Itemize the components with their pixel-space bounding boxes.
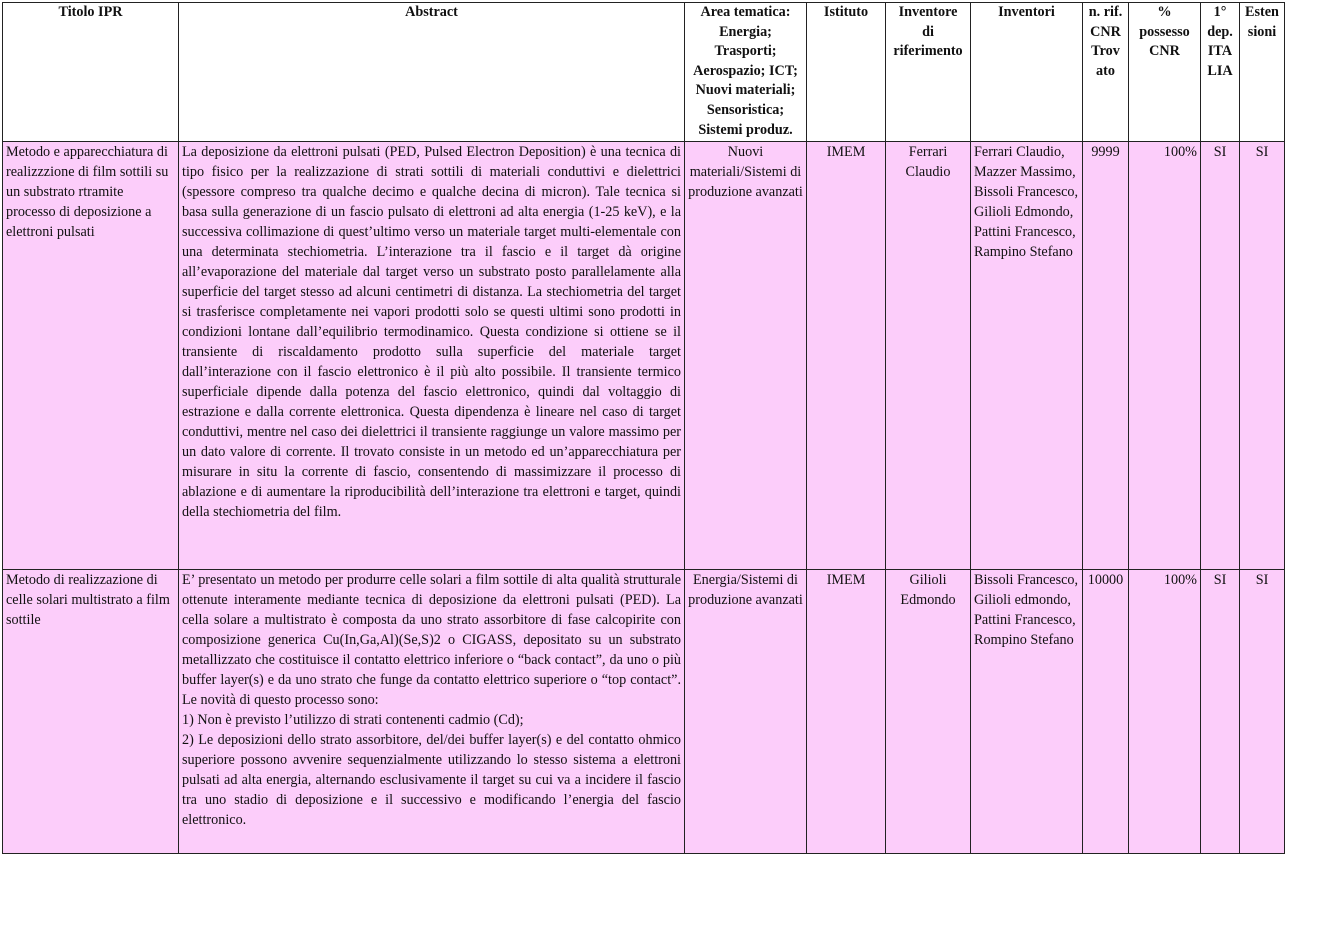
cell-titolo: Metodo e apparecchiatura di realizzzione di film sottili su un substrato rtramite processo di deposizione a elettroni pulsati	[3, 142, 179, 570]
header-estensioni: Esten sioni	[1240, 3, 1285, 142]
cell-area: Nuovi materiali/Sistemi di produzione avanzati	[685, 142, 807, 570]
cell-dep-italia: SI	[1201, 142, 1240, 570]
header-possesso: % possesso CNR	[1129, 3, 1201, 142]
cell-area: Energia/Sistemi di produzione avanzati	[685, 570, 807, 854]
cell-inventore-riferimento: Ferrari Claudio	[886, 142, 971, 570]
header-n-rif: n. rif. CNR Trov ato	[1083, 3, 1129, 142]
header-dep-italia: 1° dep. ITA LIA	[1201, 3, 1240, 142]
cell-estensioni: SI	[1240, 142, 1285, 570]
cell-possesso: 100%	[1129, 570, 1201, 854]
abstract-paragraph: 2) Le deposizioni dello strato assorbitore, del/dei buffer layer(s) e del contatto ohmico superiore possono avvenire sequenzialmente utilizzando lo stesso sistema a elettroni pulsati ad alta energia, alternando esclusivamente il target su cui va a incidere il fascio tra uno stadio di deposizione e il successivo e modificando l’energia del fascio elettronico.	[182, 732, 681, 828]
table-row	[3, 142, 1285, 570]
abstract-paragraph: La deposizione da elettroni pulsati (PED, Pulsed Electron Deposition) è una tecnica di tipo fisico per la realizzazione di strati sottili di materiali conduttivi e dielettrici (spessore compreso tra qualche decimo e qualche decina di micron). Tale tecnica si basa sulla generazione di un fascio pulsato di elettroni ad alta energia (1-25 keV), e la successiva collimazione di quest’ultimo verso un materiale target multi-elementale con una determinata stechiometria. L’interazione tra il fascio e il target dà origine all’evaporazione del materiale dal target verso un substrato posto parallelamente alla superficie del target stesso ad alcuni centimetri di distanza. La stechiometria del target si trasferisce completamente nei vapori prodotti solo se questi ultimi sono prodotti in condizioni lontane dall’equilibrio termodinamico. Questa condizione si ottiene se il transiente di riscaldamento prodotto sulla superficie del materiale target dall’interazione con il fascio elettronico è il più alto possibile. Il transiente termico superficiale dipende dalla potenza del fascio elettronico, quindi dal voltaggio di estrazione e dalla corrente elettronica. Questa dipendenza è lineare nel caso di target conduttivi, mentre nel caso dei dielettrici il transiente raggiunge un valore massimo per un dato valore di corrente. Il trovato consiste in un metodo ed un’apparecchiatura per misurare in situ la corrente di fascio, consentendo di massimizzare il processo di ablazione e di aumentare la riproducibilità dell’interazione tra elettroni e target, quindi della stechiometria del film.	[182, 144, 681, 520]
cell-abstract	[179, 570, 685, 854]
cell-possesso: 100%	[1129, 142, 1201, 570]
abstract-paragraph: 1) Non è previsto l’utilizzo di strati contenenti cadmio (Cd);	[182, 712, 524, 728]
cell-inventori: Bissoli Francesco, Gilioli edmondo, Pattini Francesco, Rompino Stefano	[971, 570, 1083, 854]
cell-estensioni: SI	[1240, 570, 1285, 854]
cell-abstract	[179, 142, 685, 570]
cell-inventore-riferimento: Gilioli Edmondo	[886, 570, 971, 854]
cell-n-rif: 9999	[1083, 142, 1129, 570]
header-inventori: Inventori	[971, 3, 1083, 142]
cell-istituto: IMEM	[807, 142, 886, 570]
ipr-table	[2, 2, 1285, 854]
header-abstract: Abstract	[179, 3, 685, 142]
cell-dep-italia: SI	[1201, 570, 1240, 854]
header-area-tematica: Area tematica: Energia; Trasporti; Aerospazio; ICT; Nuovi materiali; Sensoristica; Sistemi produz.	[685, 3, 807, 142]
header-inventore-riferimento: Inventore di riferimento	[886, 3, 971, 142]
header-titolo: Titolo IPR	[3, 3, 179, 142]
header-row	[3, 3, 1285, 142]
abstract-paragraph: E’ presentato un metodo per produrre celle solari a film sottile di alta qualità strutturale ottenute interamente mediante tecnica di deposizione da elettroni pulsati (PED). La cella solare a multistrato è composta da uno strato assorbitore di fase calcopirite con composizione generica Cu(In,Ga,Al)(Se,S)2 o CIGASS, depositato su un substrato metallizzato che costituisce il contatto elettrico inferiore o “back contact”, da uno o più buffer layer(s) e da uno strato che funge da contatto elettrico superiore o “top contact”. Le novità di questo processo sono:	[182, 572, 681, 708]
cell-istituto: IMEM	[807, 570, 886, 854]
cell-titolo: Metodo di realizzazione di celle solari multistrato a film sottile	[3, 570, 179, 854]
cell-n-rif: 10000	[1083, 570, 1129, 854]
header-istituto: Istituto	[807, 3, 886, 142]
cell-inventori: Ferrari Claudio, Mazzer Massimo, Bissoli Francesco, Gilioli Edmondo, Pattini Francesco, Rampino Stefano	[971, 142, 1083, 570]
table-row	[3, 570, 1285, 854]
